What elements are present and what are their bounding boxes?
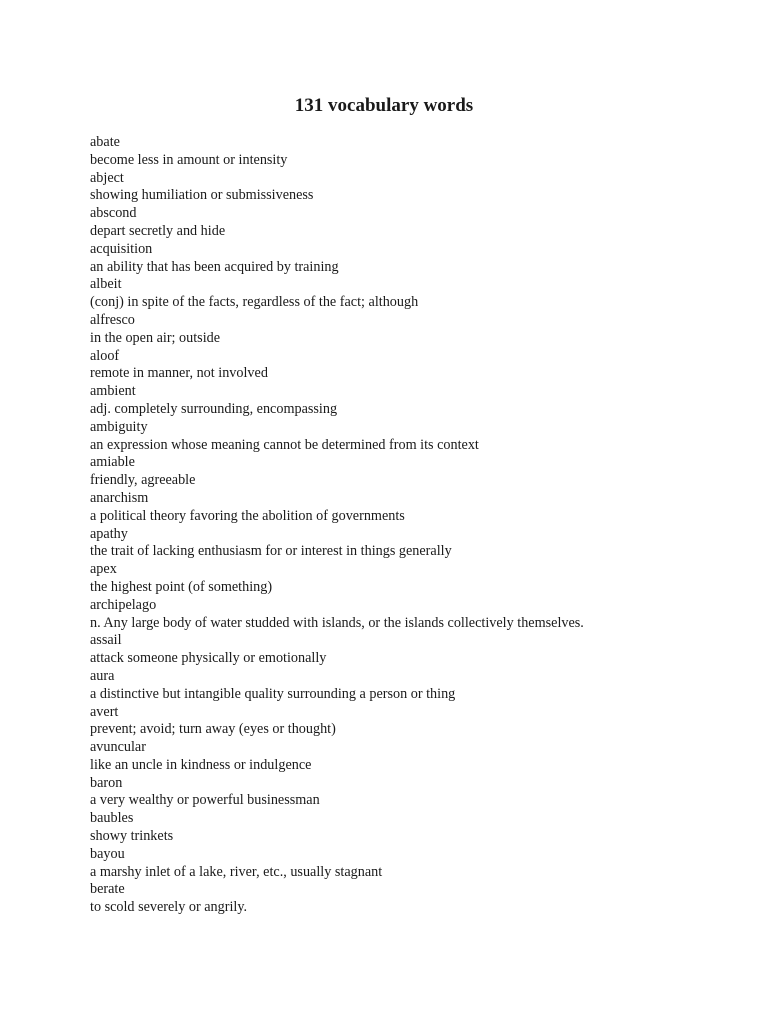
- entry-word: archipelago: [90, 596, 157, 613]
- vocabulary-entry: [90, 276, 730, 312]
- vocabulary-entry: [90, 632, 730, 668]
- entry-word: abject: [90, 169, 124, 186]
- entry-definition: an expression whose meaning cannot be determined from its context: [90, 436, 479, 453]
- entry-word: anarchism: [90, 489, 149, 506]
- vocabulary-entry: [90, 348, 730, 384]
- vocabulary-entry: [90, 597, 730, 633]
- vocabulary-entry: [90, 170, 730, 206]
- entry-word: acquisition: [90, 240, 153, 257]
- vocabulary-entry: [90, 454, 730, 490]
- entry-definition: the trait of lacking enthusiasm for or interest in things generally: [90, 543, 452, 560]
- entry-word: baubles: [90, 810, 134, 827]
- vocabulary-entry: [90, 561, 730, 597]
- entry-definition: become less in amount or intensity: [90, 151, 288, 168]
- entry-word: amiable: [90, 454, 135, 471]
- vocabulary-entry: [90, 312, 730, 348]
- vocabulary-entry: [90, 775, 730, 811]
- entry-definition: the highest point (of something): [90, 578, 273, 595]
- entry-definition: an ability that has been acquired by training: [90, 258, 339, 275]
- vocabulary-entry: [90, 526, 730, 562]
- entry-definition: (conj) in spite of the facts, regardless of the fact; although: [90, 294, 419, 311]
- entry-word: alfresco: [90, 311, 135, 328]
- entry-definition: attack someone physically or emotionally: [90, 650, 327, 667]
- vocabulary-entry: [90, 846, 730, 882]
- vocabulary-entry: [90, 704, 730, 740]
- entry-word: assail: [90, 632, 122, 649]
- entry-definition: showy trinkets: [90, 828, 174, 845]
- entry-definition: n. Any large body of water studded with islands, or the islands collectively themselves.: [90, 614, 584, 631]
- vocabulary-list: [90, 134, 730, 917]
- vocabulary-entry: [90, 739, 730, 775]
- vocabulary-entry: [90, 490, 730, 526]
- entry-word: ambient: [90, 383, 136, 400]
- entry-definition: a marshy inlet of a lake, river, etc., usually stagnant: [90, 863, 383, 880]
- entry-definition: a political theory favoring the abolition of governments: [90, 507, 405, 524]
- entry-word: aura: [90, 667, 115, 684]
- vocabulary-entry: [90, 134, 730, 170]
- entry-word: baron: [90, 774, 123, 791]
- entry-definition: a very wealthy or powerful businessman: [90, 792, 320, 809]
- entry-word: bayou: [90, 845, 125, 862]
- vocabulary-entry: [90, 668, 730, 704]
- entry-word: avuncular: [90, 739, 146, 756]
- entry-word: avert: [90, 703, 119, 720]
- entry-word: apex: [90, 561, 117, 578]
- entry-word: ambiguity: [90, 418, 148, 435]
- entry-definition: friendly, agreeable: [90, 472, 196, 489]
- entry-definition: in the open air; outside: [90, 329, 221, 346]
- vocabulary-entry: [90, 205, 730, 241]
- entry-word: apathy: [90, 525, 128, 542]
- vocabulary-entry: [90, 419, 730, 455]
- entry-definition: like an uncle in kindness or indulgence: [90, 756, 312, 773]
- entry-definition: showing humiliation or submissiveness: [90, 187, 314, 204]
- entry-definition: depart secretly and hide: [90, 222, 226, 239]
- entry-word: abscond: [90, 205, 137, 222]
- vocabulary-entry: [90, 383, 730, 419]
- entry-definition: adj. completely surrounding, encompassing: [90, 400, 338, 417]
- entry-definition: remote in manner, not involved: [90, 365, 268, 382]
- entry-word: aloof: [90, 347, 120, 364]
- entry-word: abate: [90, 134, 120, 150]
- vocabulary-entry: [90, 881, 730, 917]
- vocabulary-entry: [90, 810, 730, 846]
- document-title: 131 vocabulary words: [294, 95, 474, 116]
- entry-definition: prevent; avoid; turn away (eyes or thought): [90, 721, 336, 738]
- entry-definition: to scold severely or angrily.: [90, 899, 248, 916]
- entry-definition: a distinctive but intangible quality surrounding a person or thing: [90, 685, 456, 702]
- entry-word: albeit: [90, 276, 122, 293]
- vocabulary-entry: [90, 241, 730, 277]
- entry-word: berate: [90, 881, 125, 898]
